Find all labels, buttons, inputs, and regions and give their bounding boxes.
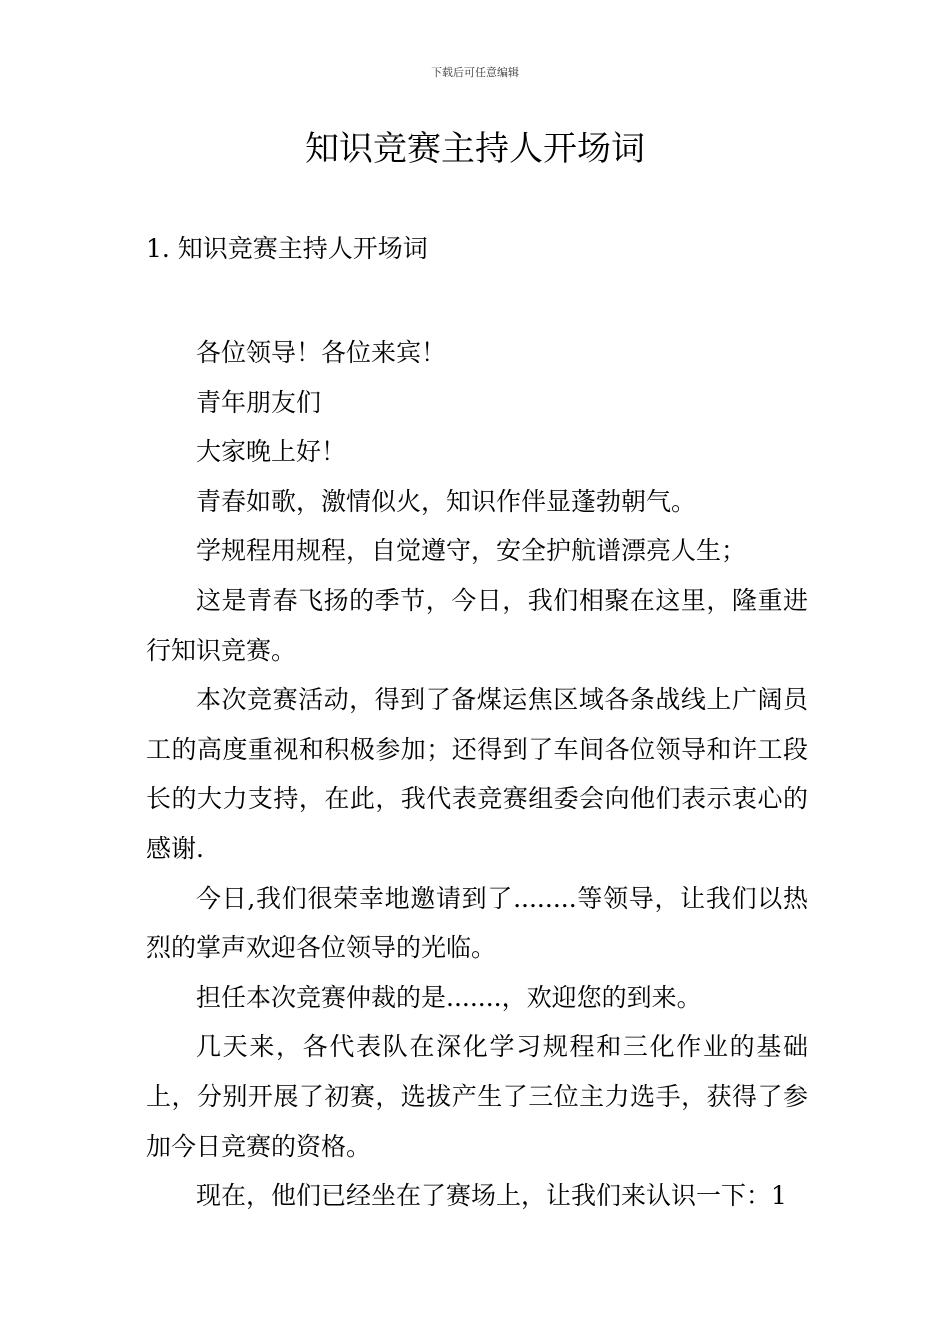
paragraph-preliminaries: 几天来，各代表队在深化学习规程和三化作业的基础上，分别开展了初赛，选拔产生了三位主力选手，获得了参加今日竞赛的资格。 [146, 1032, 808, 1161]
paragraph-greeting-leaders: 各位领导！各位来宾！ [196, 338, 447, 367]
paragraph-arbitration: 担任本次竞赛仲裁的是.......，欢迎您的到来。 [196, 982, 702, 1012]
paragraph-thanks: 本次竞赛活动，得到了备煤运焦区域各条战线上广阔员工的高度重视和积极参加；还得到了车间各位领导和许工段长的大力支持，在此，我代表竞赛组委会向他们表示衷心的感谢. [146, 685, 808, 863]
paragraph-invited-leaders: 今日,我们很荣幸地邀请到了........等领导，让我们以热烈的掌声欢迎各位领导的光临。 [146, 883, 808, 963]
paragraph-gathering: 这是青春飞扬的季节，今日，我们相聚在这里，隆重进行知识竞赛。 [146, 585, 808, 665]
paragraph-greeting-evening: 大家晚上好！ [196, 437, 347, 467]
document-body [146, 328, 808, 1221]
paragraph-youth-song: 青春如歌，激情似火，知识作伴显蓬勃朝气。 [196, 486, 697, 516]
paragraph-introductions: 现在，他们已经坐在了赛场上，让我们来认识一下：1 [196, 1181, 787, 1211]
section-heading: 1. 知识竞赛主持人开场词 [146, 234, 428, 263]
document-title: 知识竞赛主持人开场词 [305, 129, 645, 169]
paragraph-safety-rules: 学规程用规程，自觉遵守，安全护航谱漂亮人生； [196, 536, 747, 566]
header-note: 下载后可任意编辑 [431, 66, 519, 79]
paragraph-greeting-youth: 青年朋友们 [196, 387, 322, 417]
